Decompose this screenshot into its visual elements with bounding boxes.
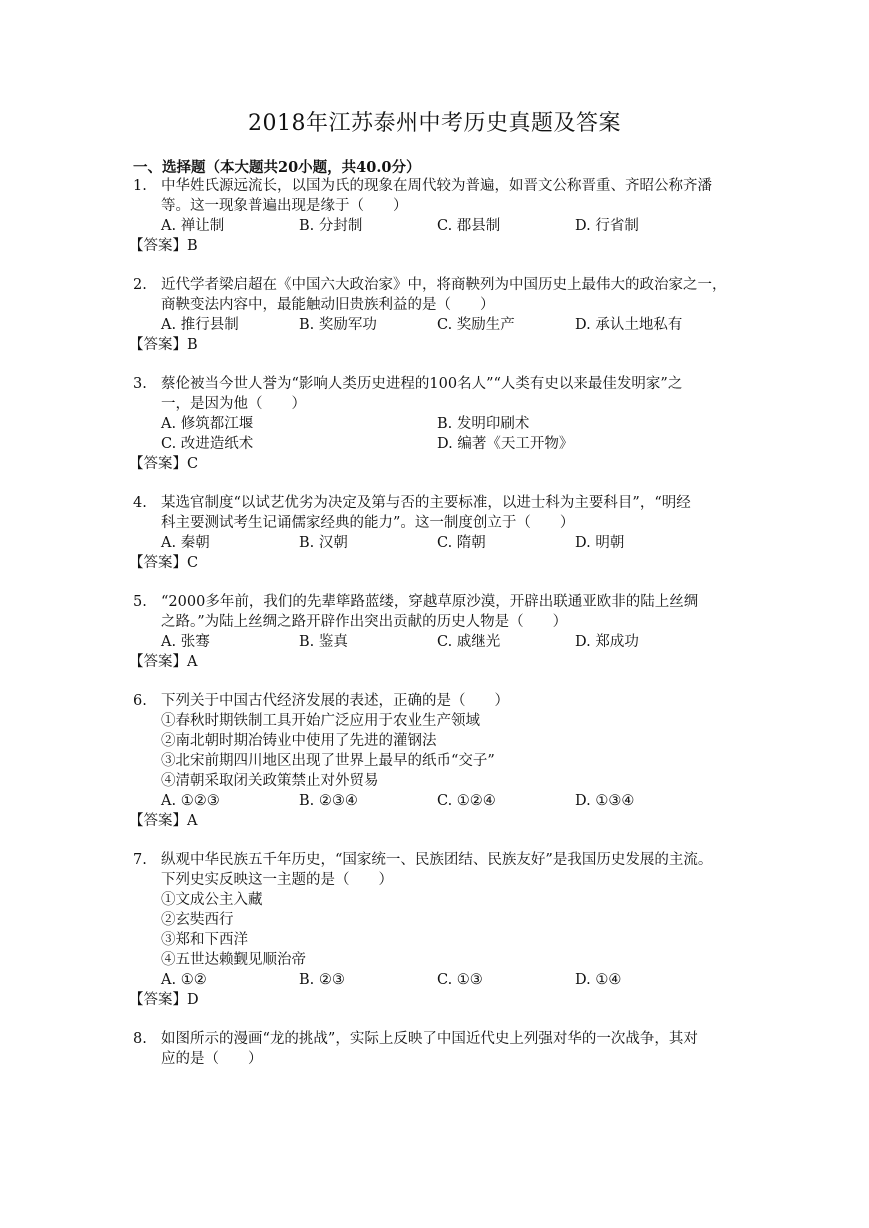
option-choice: A. 修筑都江堰 (161, 416, 254, 432)
question-number: 7. (133, 852, 147, 868)
question-text-line: 蔡伦被当今世人誉为“影响人类历史进程的100名人”“人类有史以来最佳发明家”之 (161, 376, 683, 392)
statement-item: ④五世达赖觐见顺治帝 (161, 952, 306, 968)
question-stem (161, 691, 743, 711)
answer-line: 【答案】C (129, 555, 199, 571)
question-text-line: 之路。”为陆上丝绸之路开辟作出突出贡献的历史人物是（ ） (161, 614, 568, 630)
options-row (161, 414, 743, 434)
question-number: 6. (133, 693, 147, 709)
question-stem (161, 493, 743, 533)
question-body (129, 176, 743, 256)
question-text-line: 等。这一现象普遍出现是缘于（ ） (161, 198, 408, 214)
option-choice: B. 奖励军功 (299, 317, 377, 333)
question-body (129, 374, 743, 474)
option-choice: C. 隋朝 (437, 535, 486, 551)
question-number: 2. (133, 277, 147, 293)
question-body (129, 493, 743, 573)
options-row (161, 632, 743, 652)
option-choice: D. 编著《天工开物》 (437, 436, 574, 452)
question-text-line: “2000多年前，我们的先辈筚路蓝缕，穿越草原沙漠，开辟出联通亚欧非的陆上丝绸 (161, 594, 699, 610)
question-number: 8. (133, 1031, 147, 1047)
question-text-line: 如图所示的漫画“龙的挑战”，实际上反映了中国近代史上列强对华的一次战争，其对 (161, 1031, 698, 1047)
question-body (129, 850, 743, 1010)
option-choice: B. 发明印刷术 (437, 416, 530, 432)
options-row (161, 216, 743, 236)
option-choice: A. 张骞 (161, 634, 210, 650)
statement-item: ①春秋时期铁制工具开始广泛应用于农业生产领域 (161, 713, 480, 729)
options-row (161, 970, 743, 990)
question-stem (161, 1029, 743, 1069)
question-text-line: 下列关于中国古代经济发展的表述，正确的是（ ） (161, 693, 509, 709)
question-text-line: 中华姓氏源远流长，以国为氏的现象在周代较为普遍，如晋文公称晋重、齐昭公称齐潘 (161, 178, 712, 194)
question-number: 1. (133, 178, 147, 194)
question-item (129, 493, 743, 573)
question-item (129, 691, 743, 831)
question-number: 4. (133, 495, 147, 511)
question-stem (161, 275, 743, 315)
option-choice: B. 鉴真 (299, 634, 348, 650)
document-title: 2018年江苏泰州中考历史真题及答案 (248, 111, 621, 136)
options-row (161, 434, 743, 454)
question-stem (161, 374, 743, 414)
statement-item: ③郑和下西洋 (161, 932, 248, 948)
option-choice: B. ②③④ (299, 793, 358, 809)
option-choice: C. ①③ (437, 972, 483, 988)
question-number: 3. (133, 376, 147, 392)
question-text-line: 某选官制度“以试艺优劣为决定及第与否的主要标准，以进士科为主要科目”，“明经 (161, 495, 691, 511)
question-item (129, 374, 743, 474)
statement-item: ②南北朝时期冶铸业中使用了先进的灌钢法 (161, 733, 437, 749)
section-heading: 一、选择题（本大题共20小题，共40.0分） (133, 159, 421, 176)
option-choice: D. ①③④ (575, 793, 635, 809)
option-choice: B. 分封制 (299, 218, 363, 234)
question-text-line: 应的是（ ） (161, 1051, 263, 1067)
answer-line: 【答案】C (129, 456, 199, 472)
statement-item: ①文成公主入藏 (161, 892, 263, 908)
question-item (129, 275, 743, 355)
question-text-line: 近代学者梁启超在《中国六大政治家》中，将商鞅列为中国历史上最伟大的政治家之一， (161, 277, 727, 293)
option-choice: D. 明朝 (575, 535, 625, 551)
statement-item: ④清朝采取闭关政策禁止对外贸易 (161, 773, 379, 789)
option-choice: D. 承认土地私有 (575, 317, 683, 333)
question-text-line: 纵观中华民族五千年历史，“国家统一、民族团结、民族友好”是我国历史发展的主流。 (161, 852, 713, 868)
options-row (161, 315, 743, 335)
option-choice: A. 推行县制 (161, 317, 239, 333)
question-stem (161, 592, 743, 632)
question-body (129, 592, 743, 672)
answer-line: 【答案】B (129, 238, 198, 254)
option-choice: C. 奖励生产 (437, 317, 515, 333)
option-choice: A. 秦朝 (161, 535, 210, 551)
option-choice: C. 戚继光 (437, 634, 501, 650)
question-text-line: 下列史实反映这一主题的是（ ） (161, 872, 393, 888)
question-text-line: 科主要测试考生记诵儒家经典的能力”。这一制度创立于（ ） (161, 515, 575, 531)
answer-line: 【答案】B (129, 337, 198, 353)
option-choice: C. ①②④ (437, 793, 496, 809)
question-body (129, 275, 743, 355)
answer-line: 【答案】A (129, 654, 198, 670)
option-choice: A. ①②③ (161, 793, 220, 809)
option-choice: A. 禅让制 (161, 218, 225, 234)
question-text-line: 商鞅变法内容中，最能触动旧贵族利益的是（ ） (161, 297, 495, 313)
options-row (161, 791, 743, 811)
answer-line: 【答案】D (129, 992, 199, 1008)
option-choice: B. 汉朝 (299, 535, 348, 551)
question-text-line: 一，是因为他（ ） (161, 396, 306, 412)
question-body (129, 691, 743, 831)
option-choice: D. ①④ (575, 972, 622, 988)
question-item (129, 592, 743, 672)
statement-item: ②玄奘西行 (161, 912, 234, 928)
question-stem (161, 176, 743, 216)
statement-item: ③北宋前期四川地区出现了世界上最早的纸币“交子” (161, 753, 495, 769)
question-number: 5. (133, 594, 147, 610)
answer-line: 【答案】A (129, 813, 198, 829)
question-item (129, 850, 743, 1010)
question-item (133, 1029, 743, 1069)
option-choice: A. ①② (161, 972, 207, 988)
option-choice: D. 郑成功 (575, 634, 639, 650)
question-stem (161, 850, 743, 890)
question-body (133, 1029, 743, 1069)
options-row (161, 533, 743, 553)
option-choice: D. 行省制 (575, 218, 639, 234)
option-choice: B. ②③ (299, 972, 345, 988)
option-choice: C. 郡县制 (437, 218, 501, 234)
question-item (129, 176, 743, 256)
option-choice: C. 改进造纸术 (161, 436, 254, 452)
